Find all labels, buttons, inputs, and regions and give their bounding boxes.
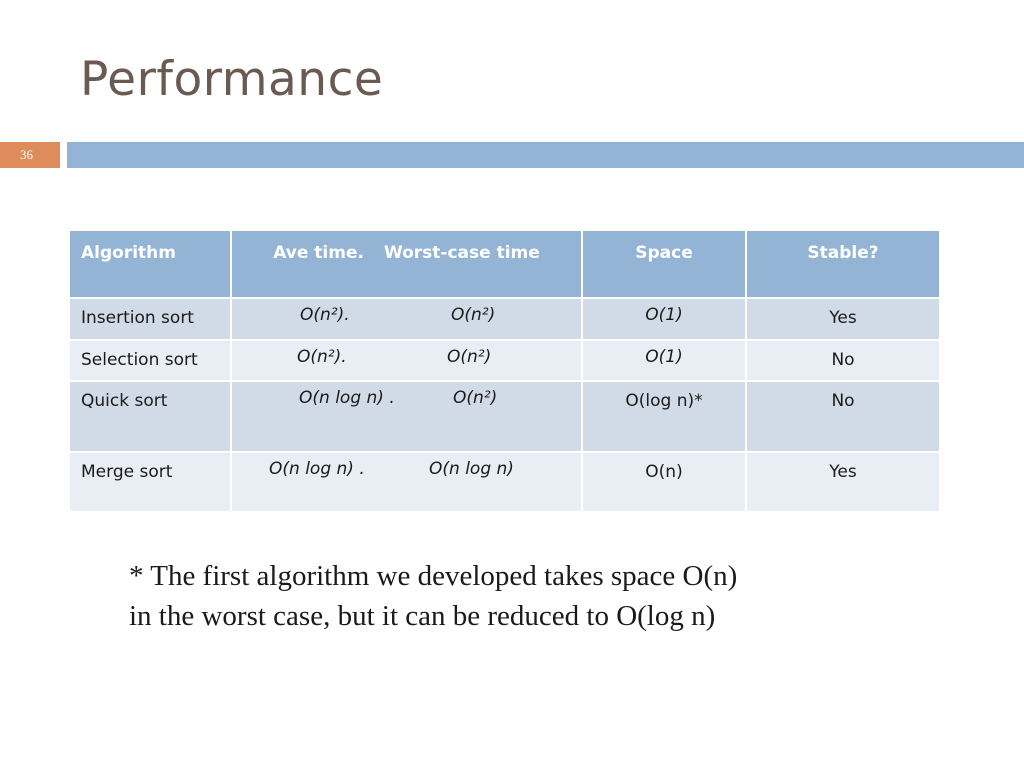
cell-stable: Yes (746, 298, 940, 340)
cell-time (231, 381, 582, 452)
cell-time (231, 298, 582, 340)
cell-algorithm: Merge sort (69, 452, 231, 512)
cell-ave-time: O(n²). (297, 347, 347, 367)
header-time (231, 230, 582, 298)
cell-stable: No (746, 381, 940, 452)
cell-worst-time: O(n²) (451, 305, 496, 325)
performance-table (68, 229, 941, 513)
cell-algorithm: Insertion sort (69, 298, 231, 340)
cell-space: O(log n)* (582, 381, 746, 452)
cell-ave-time: O(n log n) . (269, 459, 365, 479)
cell-algorithm: Quick sort (69, 381, 231, 452)
cell-worst-time: O(n²) (453, 388, 498, 408)
cell-time (231, 452, 582, 512)
cell-space: O(1) (582, 298, 746, 340)
header-ave-time: Ave time. (273, 243, 364, 263)
cell-stable: No (746, 340, 940, 381)
footnote-line-2: in the worst case, but it can be reduced to O(log n) (129, 600, 716, 632)
table-row (69, 298, 940, 340)
cell-stable: Yes (746, 452, 940, 512)
cell-time (231, 340, 582, 381)
cell-algorithm: Selection sort (69, 340, 231, 381)
slide-number: 36 (0, 142, 60, 168)
cell-space: O(n) (582, 452, 746, 512)
cell-ave-time: O(n²). (300, 305, 350, 325)
header-stable: Stable? (746, 230, 940, 298)
slide-title: Performance (80, 52, 384, 107)
cell-ave-time: O(n log n) . (299, 388, 395, 408)
cell-worst-time: O(n²) (447, 347, 492, 367)
cell-worst-time: O(n log n) (429, 459, 514, 479)
table-header-row (69, 230, 940, 298)
footnote-line-1: * The first algorithm we developed takes space O(n) (129, 560, 738, 592)
table-row (69, 452, 940, 512)
title-divider-bar (67, 142, 1024, 168)
footnote (129, 556, 929, 636)
header-algorithm: Algorithm (69, 230, 231, 298)
table-row (69, 381, 940, 452)
header-space: Space (582, 230, 746, 298)
table-row (69, 340, 940, 381)
header-worst-time: Worst-case time (383, 243, 540, 263)
cell-space: O(1) (582, 340, 746, 381)
